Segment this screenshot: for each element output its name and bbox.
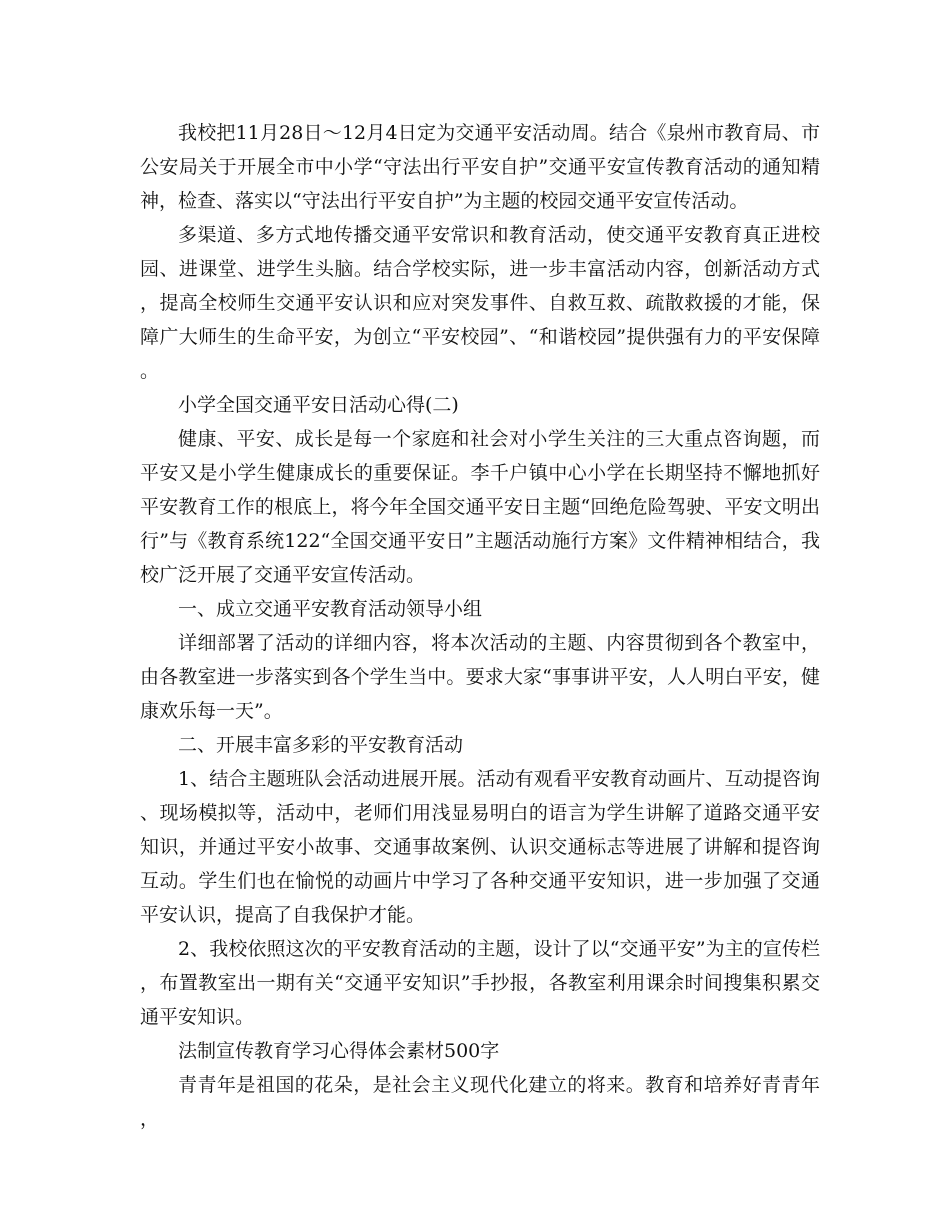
document-page (140, 116, 820, 1136)
heading-leadership-group: 一、成立交通平安教育活动领导小组 (178, 598, 483, 620)
section-heading-legal-education: 法制宣传教育学习心得体会素材500字 (178, 1040, 500, 1062)
paragraph-youth: 青青年是祖国的花朵，是社会主义现代化建立的将来。教育和培养好青青年， (140, 1074, 820, 1130)
paragraph-health-safety: 健康、平安、成长是每一个家庭和社会对小学生关注的三大重点咨询题，而平安又是小学生健康成长的重要保证。李千户镇中心小学在长期坚持不懈地抓好平安教育工作的根底上，将今年全国交通平安日主题“回绝危险驾驶、平安文明出行”与《教育系统122“全国交通平安日”主题活动施行方案》文件精神相结合，我校广泛开展了交通平安宣传活动。 (140, 428, 820, 586)
section-heading-part-two: 小学全国交通平安日活动心得(二) (178, 394, 459, 416)
heading-safety-activities: 二、开展丰富多彩的平安教育活动 (178, 734, 464, 756)
paragraph-bulletin-board: 2、我校依照这次的平安教育活动的主题，设计了以“交通平安”为主的宣传栏，布置教室出一期有关“交通平安知识”手抄报，各教室利用课余时间搜集积累交通平安知识。 (140, 938, 820, 1028)
paragraph-class-meeting: 1、结合主题班队会活动进展开展。活动有观看平安教育动画片、互动提咨询、现场模拟等，活动中，老师们用浅显易明白的语言为学生讲解了道路交通平安知识，并通过平安小故事、交通事故案例、认识交通标志等进展了讲解和提咨询互动。学生们也在愉悦的动画片中学习了各种交通平安知识，进一步加强了交通平安认识，提高了自我保护才能。 (140, 768, 820, 926)
paragraph-activity-week: 我校把11月28日～12月4日定为交通平安活动周。结合《泉州市教育局、市公安局关于开展全市中小学“守法出行平安自护”交通平安宣传教育活动的通知精神，检查、落实以“守法出行平安自护”为主题的校园交通平安宣传活动。 (140, 122, 820, 212)
paragraph-multi-channel: 多渠道、多方式地传播交通平安常识和教育活动，使交通平安教育真正进校园、进课堂、进学生头脑。结合学校实际，进一步丰富活动内容，创新活动方式，提高全校师生交通平安认识和应对突发事件、自救互救、疏散救援的才能，保障广大师生的生命平安，为创立“平安校园”、“和谐校园”提供强有力的平安保障。 (140, 224, 820, 382)
paragraph-deployment: 详细部署了活动的详细内容，将本次活动的主题、内容贯彻到各个教室中，由各教室进一步落实到各个学生当中。要求大家“事事讲平安，人人明白平安，健康欢乐每一天”。 (140, 632, 820, 722)
